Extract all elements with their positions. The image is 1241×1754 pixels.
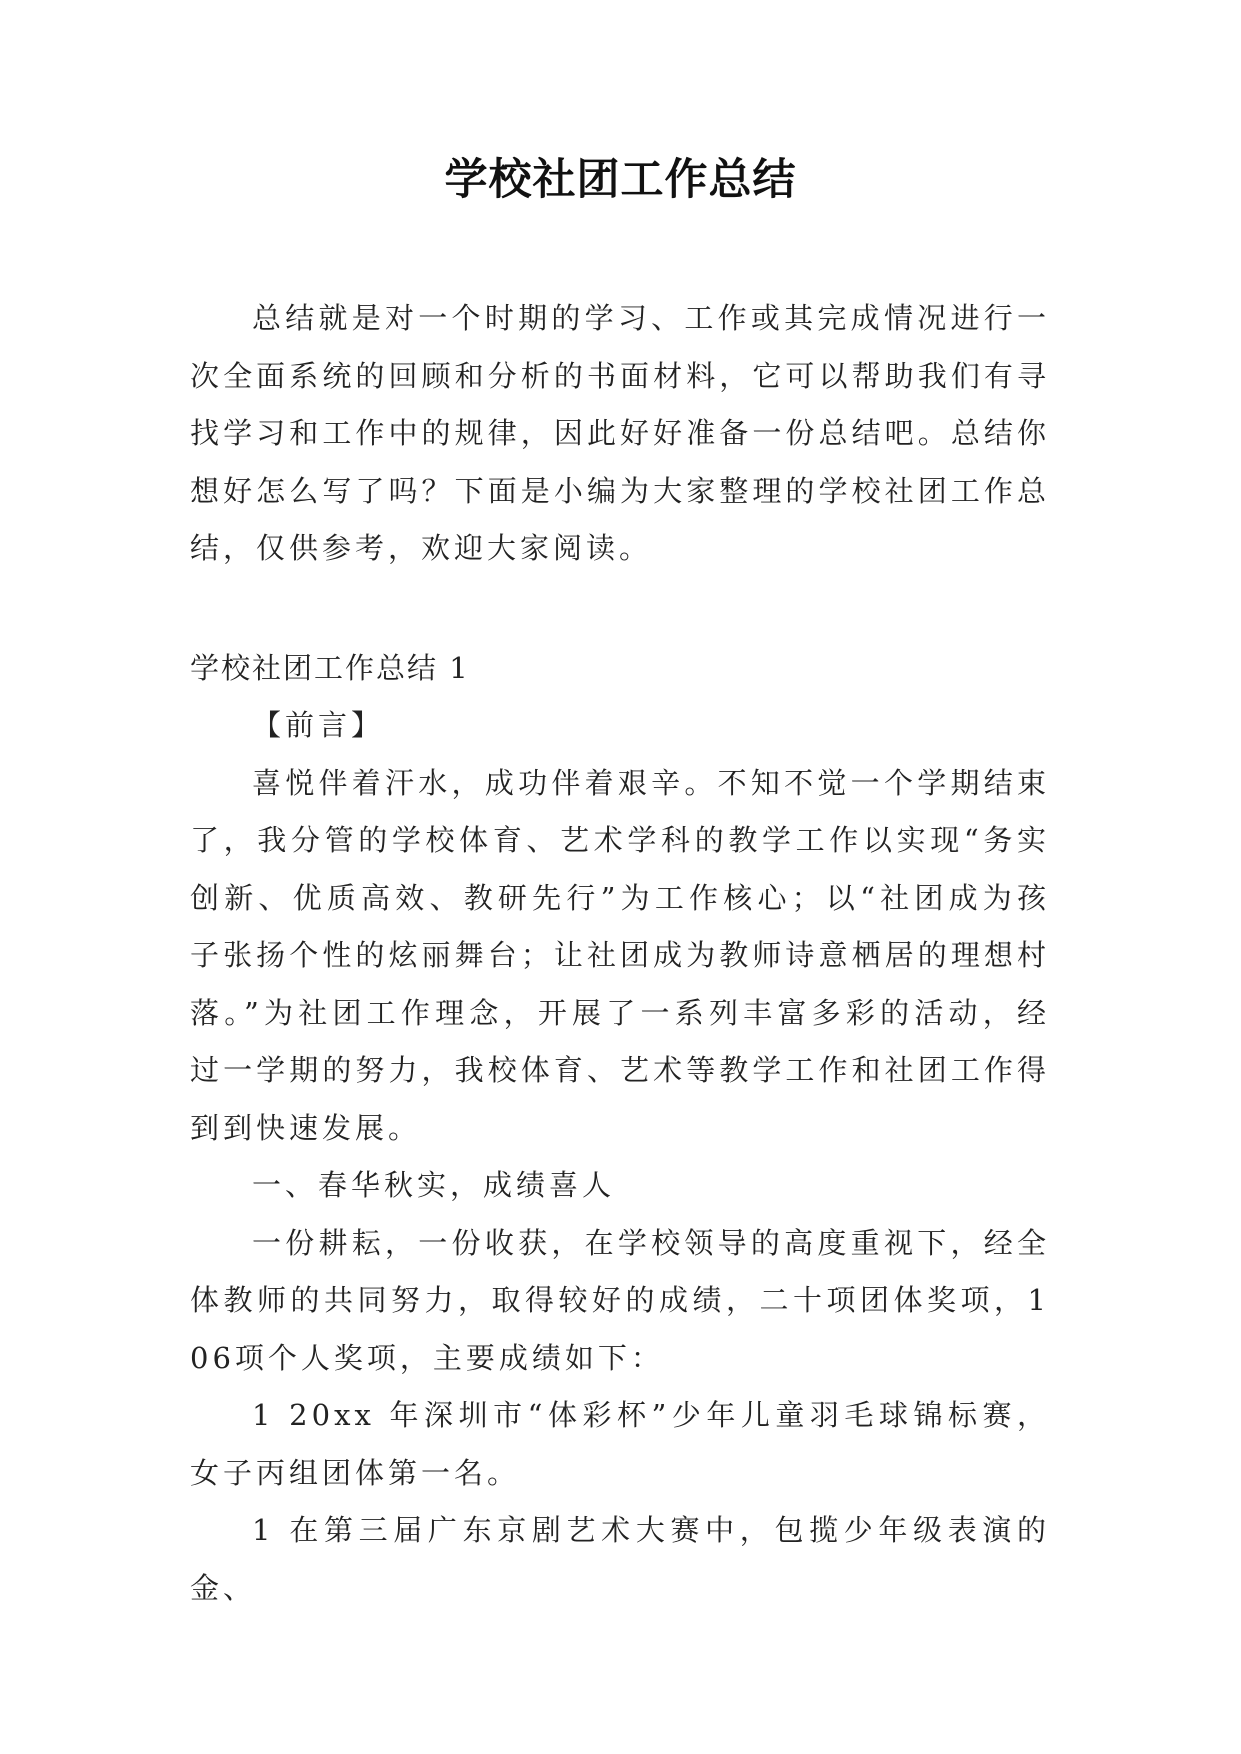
preface-paragraph: 喜悦伴着汗水，成功伴着艰辛。不知不觉一个学期结束了，我分管的学校体育、艺术学科的教学工作以实现“务实创新、优质高效、教研先行”为工作核心；以“社团成为孩子张扬个性的炫丽舞台；让社团成为教师诗意栖居的理想村落。”为社团工作理念，开展了一系列丰富多彩的活动，经过一学期的努力，我校体育、艺术等教学工作和社团工作得到到快速发展。 [190,765,1050,1145]
achievements-paragraph: 一份耕耘，一份收获，在学校领导的高度重视下，经全体教师的共同努力，取得较好的成绩，二十项团体奖项，106项个人奖项，主要成绩如下： [190,1225,1050,1375]
intro-paragraph: 总结就是对一个时期的学习、工作或其完成情况进行一次全面系统的回顾和分析的书面材料，它可以帮助我们有寻找学习和工作中的规律，因此好好准备一份总结吧。总结你想好怎么写了吗？下面是小编为大家整理的学校社团工作总结，仅供参考，欢迎大家阅读。 [190,301,1050,565]
document-body [190,290,1050,1617]
achievement-item: 1 20xx 年深圳市“体彩杯”少年儿童羽毛球锦标赛，女子丙组团体第一名。 [190,1398,1050,1490]
document-title: 学校社团工作总结 [444,155,797,205]
section-title: 学校社团工作总结 1 [190,650,470,685]
section-heading-one: 一、春华秋实，成绩喜人 [252,1168,616,1202]
achievement-item: 1 在第三届广东京剧艺术大赛中，包揽少年级表演的金、 [190,1513,1050,1605]
preface-heading: 【前言】 [252,708,385,742]
